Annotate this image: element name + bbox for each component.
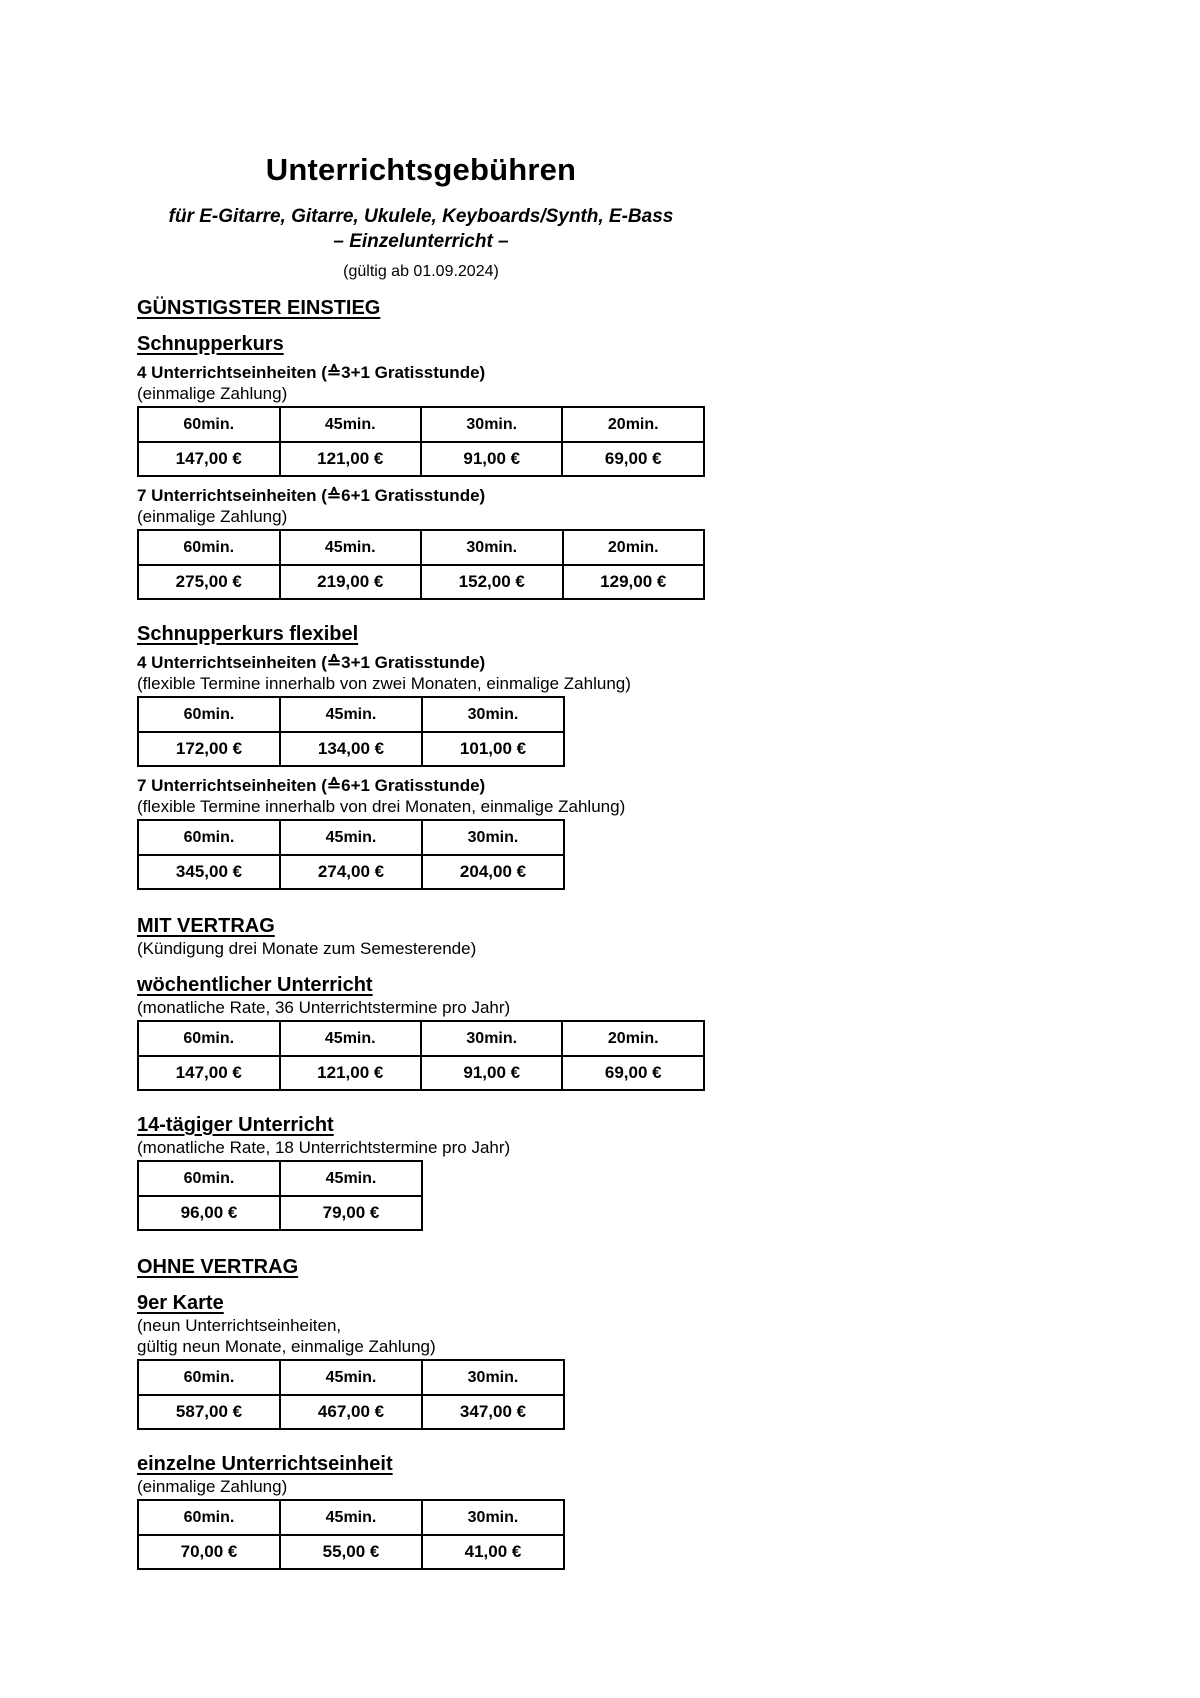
subsection-heading-9er-karte: 9er Karte [137, 1292, 224, 1314]
price-row [138, 732, 564, 766]
duration-header-cell: 45min. [280, 1021, 422, 1056]
duration-header-cell: 20min. [562, 407, 704, 442]
price-cell: 147,00 € [138, 442, 280, 476]
price-table-woechentlich [137, 1020, 705, 1091]
price-table-flexibel-7 [137, 819, 565, 890]
subtitle-line-1: für E-Gitarre, Gitarre, Ukulele, Keyboards/Synth, E-Bass [168, 206, 674, 227]
price-cell: 70,00 € [138, 1535, 280, 1569]
offer-note-flexibel-4: (flexible Termine innerhalb von zwei Monaten, einmalige Zahlung) [137, 674, 631, 693]
duration-header-cell: 30min. [422, 820, 564, 855]
section-heading-mit-vertrag: MIT VERTRAG [137, 915, 275, 937]
offer-title-schnupperkurs-7: 7 Unterrichtseinheiten (≙6+1 Gratisstunde) [137, 486, 486, 505]
duration-header-cell: 60min. [138, 1161, 280, 1196]
price-cell: 219,00 € [280, 565, 422, 599]
price-row [138, 1056, 704, 1090]
section-heading-ohne-vertrag: OHNE VERTRAG [137, 1256, 299, 1278]
price-cell: 275,00 € [138, 565, 280, 599]
section-heading-guenstigster-einstieg: GÜNSTIGSTER EINSTIEG [137, 297, 381, 319]
validity-note: (gültig ab 01.09.2024) [343, 263, 499, 280]
offer-note-9er-karte-line-1: (neun Unterrichtseinheiten, [137, 1316, 342, 1335]
price-cell: 55,00 € [280, 1535, 422, 1569]
duration-header-cell: 30min. [422, 1360, 564, 1395]
duration-header-row [138, 407, 704, 442]
price-row [138, 855, 564, 889]
price-cell: 91,00 € [421, 1056, 562, 1090]
offer-title-flexibel-4: 4 Unterrichtseinheiten (≙3+1 Gratisstunde) [137, 653, 486, 672]
duration-header-row [138, 530, 704, 565]
price-cell: 147,00 € [138, 1056, 280, 1090]
duration-header-cell: 30min. [421, 530, 563, 565]
subsection-heading-einzelne-unterrichtseinheit: einzelne Unterrichtseinheit [137, 1453, 393, 1475]
offer-note-schnupperkurs-7: (einmalige Zahlung) [137, 507, 288, 526]
duration-header-cell: 30min. [421, 1021, 562, 1056]
offer-note-9er-karte-line-2: gültig neun Monate, einmalige Zahlung) [137, 1337, 436, 1356]
subsection-heading-14-taegiger-unterricht: 14-tägiger Unterricht [137, 1114, 334, 1136]
duration-header-cell: 45min. [280, 820, 422, 855]
offer-note-einzelne: (einmalige Zahlung) [137, 1477, 288, 1496]
duration-header-cell: 20min. [563, 530, 705, 565]
duration-header-cell: 45min. [280, 407, 422, 442]
price-cell: 96,00 € [138, 1196, 280, 1230]
duration-header-cell: 45min. [280, 697, 422, 732]
duration-header-row [138, 1161, 422, 1196]
price-cell: 41,00 € [422, 1535, 564, 1569]
price-table-schnupperkurs-7 [137, 529, 705, 600]
price-table-9er-karte [137, 1359, 565, 1430]
price-table-flexibel-4 [137, 696, 565, 767]
duration-header-cell: 60min. [138, 407, 280, 442]
document-content [137, 152, 705, 1570]
price-cell: 204,00 € [422, 855, 564, 889]
section-note-mit-vertrag: (Kündigung drei Monate zum Semesterende) [137, 939, 477, 958]
price-row [138, 1395, 564, 1429]
duration-header-cell: 45min. [280, 1500, 422, 1535]
duration-header-row [138, 697, 564, 732]
price-table-einzelne [137, 1499, 565, 1570]
price-cell: 101,00 € [422, 732, 564, 766]
duration-header-cell: 60min. [138, 1360, 280, 1395]
price-cell: 347,00 € [422, 1395, 564, 1429]
price-cell: 69,00 € [562, 1056, 704, 1090]
price-cell: 121,00 € [280, 442, 422, 476]
duration-header-cell: 45min. [280, 530, 422, 565]
price-cell: 274,00 € [280, 855, 422, 889]
duration-header-cell: 45min. [280, 1360, 422, 1395]
duration-header-row [138, 1360, 564, 1395]
price-row [138, 565, 704, 599]
price-row [138, 1196, 422, 1230]
subtitle-line-2: – Einzelunterricht – [333, 231, 509, 252]
duration-header-cell: 60min. [138, 530, 280, 565]
duration-header-row [138, 1021, 704, 1056]
subsection-heading-woechentlicher-unterricht: wöchentlicher Unterricht [137, 974, 373, 996]
price-cell: 129,00 € [563, 565, 705, 599]
price-cell: 467,00 € [280, 1395, 422, 1429]
duration-header-row [138, 820, 564, 855]
duration-header-cell: 60min. [138, 1500, 280, 1535]
price-row [138, 1535, 564, 1569]
price-cell: 152,00 € [421, 565, 563, 599]
price-cell: 134,00 € [280, 732, 422, 766]
price-cell: 69,00 € [562, 442, 704, 476]
offer-note-flexibel-7: (flexible Termine innerhalb von drei Monaten, einmalige Zahlung) [137, 797, 626, 816]
offer-title-schnupperkurs-4: 4 Unterrichtseinheiten (≙3+1 Gratisstunde) [137, 363, 486, 382]
price-cell: 79,00 € [280, 1196, 422, 1230]
page-title: Unterrichtsgebühren [265, 152, 577, 187]
offer-note-14-taegig: (monatliche Rate, 18 Unterrichtstermine pro Jahr) [137, 1138, 511, 1157]
duration-header-cell: 60min. [138, 820, 280, 855]
duration-header-cell: 30min. [421, 407, 562, 442]
duration-header-cell: 60min. [138, 697, 280, 732]
duration-header-cell: 30min. [422, 697, 564, 732]
price-table-schnupperkurs-4 [137, 406, 705, 477]
price-cell: 172,00 € [138, 732, 280, 766]
price-cell: 345,00 € [138, 855, 280, 889]
offer-note-woechentlich: (monatliche Rate, 36 Unterrichtstermine pro Jahr) [137, 998, 511, 1017]
price-row [138, 442, 704, 476]
price-table-14-taegig [137, 1160, 423, 1231]
duration-header-cell: 20min. [562, 1021, 704, 1056]
subsection-heading-schnupperkurs-flexibel: Schnupperkurs flexibel [137, 623, 359, 645]
duration-header-cell: 30min. [422, 1500, 564, 1535]
price-cell: 121,00 € [280, 1056, 422, 1090]
duration-header-cell: 60min. [138, 1021, 280, 1056]
duration-header-cell: 45min. [280, 1161, 422, 1196]
price-cell: 91,00 € [421, 442, 562, 476]
offer-title-flexibel-7: 7 Unterrichtseinheiten (≙6+1 Gratisstunde) [137, 776, 486, 795]
duration-header-row [138, 1500, 564, 1535]
subsection-heading-schnupperkurs: Schnupperkurs [137, 333, 284, 355]
price-cell: 587,00 € [138, 1395, 280, 1429]
offer-note-schnupperkurs-4: (einmalige Zahlung) [137, 384, 288, 403]
